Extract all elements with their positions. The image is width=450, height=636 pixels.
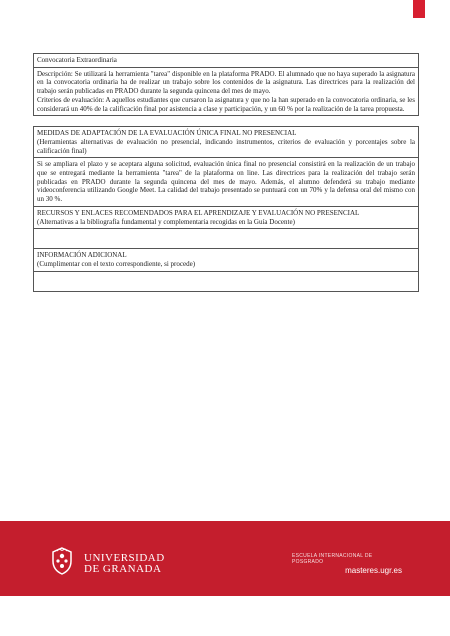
university-name [84,553,165,575]
footer-right [292,553,402,576]
descripcion-text: Descripción: Se utilizará la herramienta "tarea" disponible en la plataforma PRADO. El alumnado que no haya superado la asignatura en la convocatoria ordinaria ha de realizar un trabajo sobre los contenidos de la asignatura. Las directrices para la realización del trabajo serán publicadas en PRADO durante la segunda quincena del mes de mayo. [37,69,415,96]
recursos-title: RECURSOS Y ENLACES RECOMENDADOS PARA EL APRENDIZAJE Y EVALUACIÓN NO PRESENCIAL [37,208,360,217]
university-name-line2: DE GRANADA [84,563,162,575]
adaptation-table [33,126,419,291]
medidas-title: MEDIDAS DE ADAPTACIÓN DE LA EVALUACIÓN ÚNICA FINAL NO PRESENCIAL [37,129,297,138]
document-body [33,53,419,292]
footer-band [0,521,450,596]
recursos-header [34,206,419,228]
school-name: ESCUELA INTERNACIONAL DE POSGRADO [292,553,373,565]
medidas-body: Si se ampliara el plazo y se aceptara alguna solicitud, evaluación única final no presencial consistirá en la realización de un trabajo que se entregará mediante la herramienta "tarea" de la plataforma on line. Las directrices para la realización del trabajo serán publicadas en PRADO durante la segunda quincena del mes de mayo. Además, el alumno defenderá su trabajo mediante videoconferencia utilizando Google Meet. La calidad del trabajo presentado se puntuará con un 70% y la defensa oral del mismo con un 30 %. [34,158,419,207]
info-header [34,249,419,271]
recursos-body [34,229,419,249]
info-body [34,271,419,291]
info-title: INFORMACIÓN ADICIONAL [37,251,127,260]
medidas-subtitle: (Herramientas alternativas de evaluación no presencial, indicando instrumentos, criterios de evaluación y porcentajes sobre la calificación final) [37,137,415,155]
convocatoria-header: Convocatoria Extraordinaria [34,54,419,68]
criterios-text: Criterios de evaluación: A aquellos estudiantes que cursaron la asignatura y que no la han superado en la convocatoria ordinaria, se les considerará un 40% de la calificación final por asistencia a clase y participación, y un 60 % por la realización de la tarea propuesta. [37,95,415,113]
recursos-subtitle: (Alternativas a la bibliografía fundamental y complementaria recogidas en la Guía Docente) [37,217,295,226]
university-crest-icon [50,547,74,575]
corner-tab [413,0,425,18]
convocatoria-content [34,67,419,116]
convocatoria-table [33,53,419,116]
info-subtitle: (Cumplimentar con el texto correspondiente, si procede) [37,259,196,268]
university-name-line1: UNIVERSIDAD [84,552,165,564]
website-link[interactable]: masteres.ugr.es [345,566,402,575]
medidas-header [34,127,419,158]
